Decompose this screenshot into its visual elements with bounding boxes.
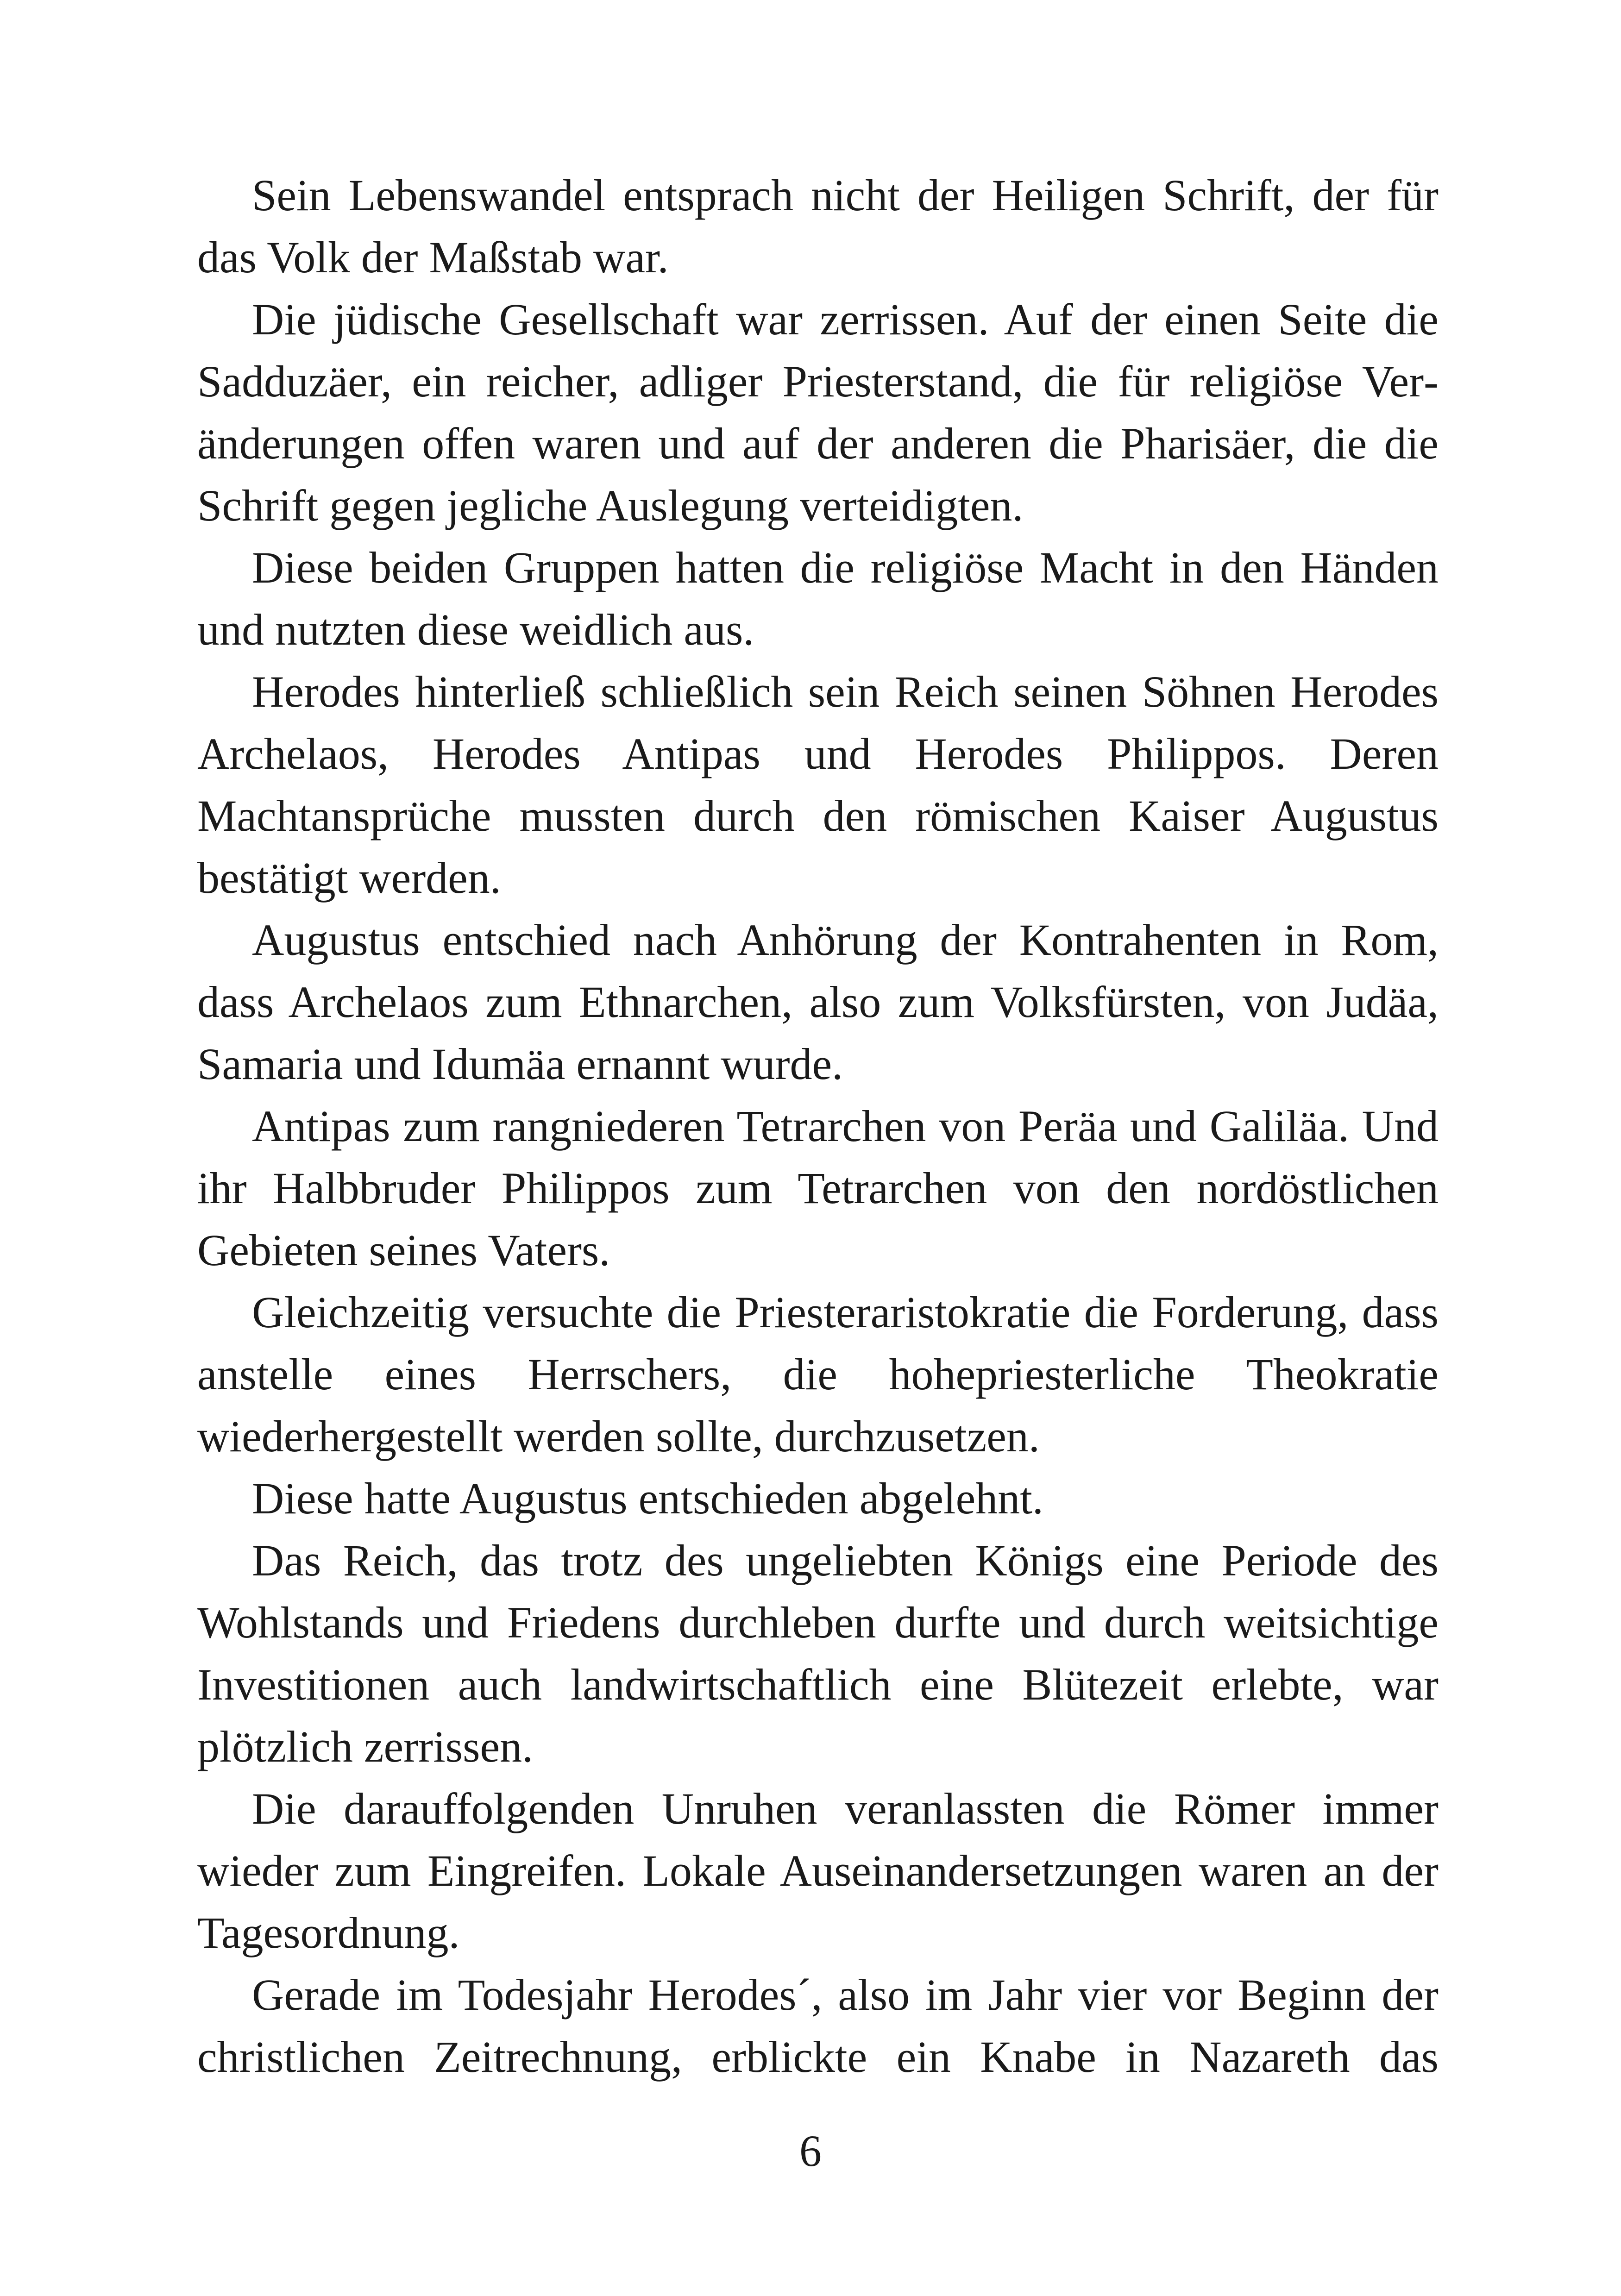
- paragraph: Diese hatte Augustus entschieden abgelehnt.: [252, 1474, 1043, 1523]
- page-number: 6: [799, 2126, 822, 2176]
- paragraph: Antipas zum rangniederen Tetrarchen von Peräa und Galiläa. Und ihr Halbbruder Philippos zum Tetrarchen von den nordöstlichen Gebieten seines Vaters.: [197, 1101, 1439, 1275]
- body-text: [197, 164, 1439, 2088]
- paragraph: Die darauffolgenden Unruhen veranlassten die Römer immer wieder zum Eingreifen. Lokale Auseinandersetzungen waren an der Tagesordnung.: [197, 1784, 1439, 1957]
- paragraph: Das Reich, das trotz des ungeliebten Königs eine Periode des Wohlstands und Friedens durchleben durfte und durch weitsichtige Investitionen auch landwirtschaftlich eine Blütezeit erlebte, war plötzlich zerrissen.: [197, 1536, 1439, 1771]
- paragraph: Gerade im Todesjahr Herodes´, also im Jahr vier vor Beginn der christlichen Zeitrechnung, erblickte ein Knabe in Nazareth das: [197, 1970, 1439, 2082]
- paragraph: Gleichzeitig versuchte die Priesteraristokratie die Forderung, dass anstelle eines Herrschers, die hohepriesterliche Theokratie wiederhergestellt werden sollte, durchzusetzen.: [197, 1287, 1439, 1461]
- paragraph: Diese beiden Gruppen hatten die religiöse Macht in den Händen und nutzten diese weidlich aus.: [197, 543, 1439, 654]
- paragraph: Sein Lebenswandel entsprach nicht der Heiligen Schrift, der für das Volk der Maßstab war.: [197, 170, 1439, 282]
- paragraph: Herodes hinterließ schließlich sein Reich seinen Söhnen Herodes Archelaos, Herodes Antipas und Herodes Philippos. Deren Machtansprüche mussten durch den römischen Kaiser Augustus bestätigt werden.: [197, 667, 1439, 903]
- paragraph: Augustus entschied nach Anhörung der Kontrahenten in Rom, dass Archelaos zum Ethnarchen, also zum Volksfürsten, von Judäa, Samaria und Idumäa ernannt wurde.: [197, 915, 1439, 1089]
- paragraph: Die jüdische Gesellschaft war zerrissen. Auf der einen Seite die Sadduzäer, ein reicher, adliger Priesterstand, die für religiöse Veränderungen offen waren und auf der anderen die Pharisäer, die die Schrift gegen jegliche Auslegung verteidigten.: [197, 295, 1439, 530]
